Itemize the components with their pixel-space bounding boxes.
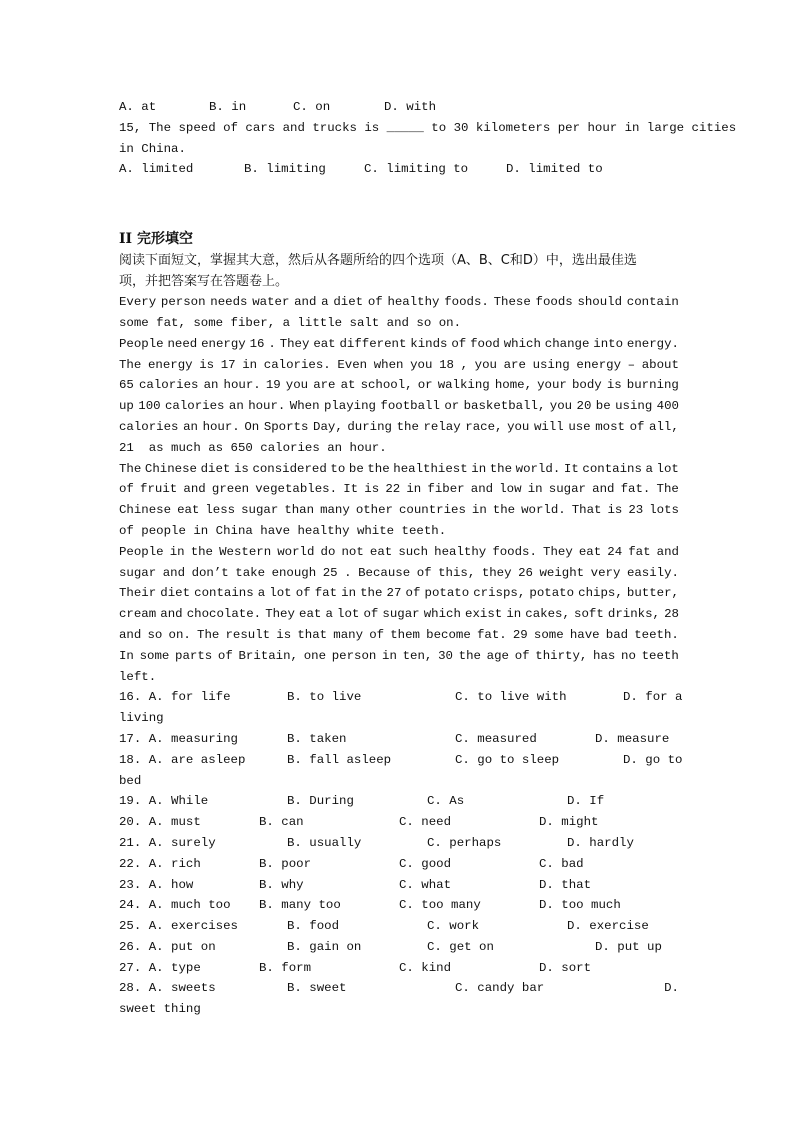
option: B. why: [259, 877, 304, 892]
option: B. can: [259, 815, 304, 830]
question-row: [119, 958, 679, 979]
section-title: II 完形填空: [119, 231, 193, 248]
option: 16. A. for life: [119, 690, 231, 705]
option: A. at: [119, 100, 157, 114]
question-row: [119, 916, 679, 937]
option: C. get on: [427, 939, 494, 954]
option: 21. A. surely: [119, 835, 216, 850]
passage-line: up 100 calories an hour. When playing football or basketball, you 20 be using 400: [119, 399, 679, 414]
option: D. put up: [595, 939, 662, 954]
option: C. measured: [455, 731, 537, 746]
q15-stem-cont: in China.: [119, 141, 186, 156]
option: D. limited to: [506, 162, 603, 177]
option: C. what: [399, 877, 452, 892]
option: A. limited: [119, 162, 194, 177]
option: C. on: [293, 100, 331, 114]
option: C. perhaps: [427, 835, 502, 850]
option: B. in: [209, 100, 247, 114]
option-wrap: sweet thing: [119, 1002, 201, 1017]
document-page: [119, 97, 737, 1020]
option: D. measure: [595, 731, 670, 746]
question-row: [119, 812, 679, 833]
option: D. If: [567, 794, 605, 809]
option-wrap: living: [119, 711, 164, 726]
option: D. with: [384, 100, 437, 114]
option: 23. A. how: [119, 877, 194, 892]
option: 18. A. are asleep: [119, 752, 246, 767]
question-row: [119, 895, 679, 916]
option: C. to live with: [455, 690, 567, 705]
q15-stem: 15, The speed of cars and trucks is _____ to 30 kilometers per hour in large cities: [119, 120, 737, 135]
passage-line: cream and chocolate. They eat a lot of sugar which exist in cakes, soft drinks, 28: [119, 607, 679, 622]
question-row: [119, 729, 679, 750]
option: C. bad: [539, 856, 584, 871]
passage-line: some fat, some fiber, a little salt and so on.: [119, 315, 462, 330]
passage-line: People need energy 16 . They eat different kinds of food which change into energy.: [119, 336, 679, 351]
option: C. too many: [399, 898, 481, 913]
option: D. that: [539, 877, 592, 892]
option: 28. A. sweets: [119, 981, 216, 996]
option: 19. A. While: [119, 794, 209, 809]
option: 17. A. measuring: [119, 731, 238, 746]
option: B. taken: [287, 731, 347, 746]
q15-options: [119, 159, 679, 180]
instruction-line: 项，并把答案写在答题卷上。: [119, 274, 289, 290]
passage-line: Chinese eat less sugar than many other countries in the world. That is 23 lots: [119, 503, 679, 518]
option-wrap: bed: [119, 773, 142, 788]
option: B. food: [287, 919, 340, 934]
option: D. hardly: [567, 835, 634, 850]
option: D. too much: [539, 898, 621, 913]
question-row: [119, 750, 683, 771]
passage-line: Every person needs water and a diet of healthy foods. These foods should contain: [119, 295, 679, 310]
option: D. go to: [623, 752, 683, 767]
question-row: [119, 687, 683, 708]
option: 25. A. exercises: [119, 919, 238, 934]
passage-line: The Chinese diet is considered to be the healthiest in the world. It contains a lot: [119, 461, 679, 476]
option: 24. A. much too: [119, 898, 231, 913]
option: B. poor: [259, 856, 312, 871]
option: B. many too: [259, 898, 341, 913]
option: B. fall asleep: [287, 752, 392, 767]
passage: [119, 292, 679, 687]
option: D. might: [539, 815, 599, 830]
question-row: [119, 854, 679, 875]
option: C. work: [427, 919, 480, 934]
option: 20. A. must: [119, 815, 201, 830]
question-row: [119, 937, 679, 958]
option: C. go to sleep: [455, 752, 560, 767]
option: B. to live: [287, 690, 362, 705]
option: B. sweet: [287, 981, 347, 996]
passage-line: and so on. The result is that many of them become fat. 29 some have bad teeth.: [119, 627, 679, 642]
passage-line: In some parts of Britain, one person in ten, 30 the age of thirty, has no teeth: [119, 648, 679, 663]
question-row: [119, 833, 679, 854]
passage-line: People in the Western world do not eat such healthy foods. They eat 24 fat and: [119, 544, 679, 559]
passage-line: Their diet contains a lot of fat in the 27 of potato crisps, potato chips, butter,: [119, 586, 679, 601]
q14-options: [119, 97, 679, 118]
option: C. limiting to: [364, 162, 469, 177]
option: D. exercise: [567, 919, 649, 934]
option: D.: [664, 981, 679, 996]
question-list: [119, 687, 683, 1020]
passage-line: of people in China have healthy white teeth.: [119, 523, 447, 538]
question-row: [119, 791, 679, 812]
option: D. for a: [623, 690, 683, 705]
option: 22. A. rich: [119, 856, 201, 871]
passage-line: of fruit and green vegetables. It is 22 in fiber and low in sugar and fat. The: [119, 482, 679, 497]
option: 26. A. put on: [119, 939, 216, 954]
passage-line: left.: [119, 669, 157, 684]
option: B. form: [259, 960, 312, 975]
option: D. sort: [539, 960, 592, 975]
instruction-line: 阅读下面短文，掌握其大意，然后从各题所给的四个选项（A、B、C和D）中，选出最佳选: [119, 253, 637, 269]
option: C. kind: [399, 960, 452, 975]
option: B. During: [287, 794, 354, 809]
passage-line: 65 calories an hour. 19 you are at school, or walking home, your body is burning: [119, 378, 679, 393]
passage-line: sugar and don’t take enough 25 . Because of this, they 26 weight very easily.: [119, 565, 679, 580]
passage-line: calories an hour. On Sports Day, during the relay race, you will use most of all,: [119, 419, 679, 434]
question-row: [119, 875, 679, 896]
question-row: [119, 978, 679, 999]
passage-line: The energy is 17 in calories. Even when you 18 , you are using energy – about: [119, 357, 679, 372]
option: B. usually: [287, 835, 362, 850]
option: C. need: [399, 815, 452, 830]
option: B. gain on: [287, 939, 362, 954]
option: B. limiting: [244, 162, 326, 177]
option: C. candy bar: [455, 981, 545, 996]
passage-line: 21 as much as 650 calories an hour.: [119, 440, 387, 455]
option: C. good: [399, 856, 452, 871]
option: 27. A. type: [119, 960, 201, 975]
option: C. As: [427, 794, 465, 809]
